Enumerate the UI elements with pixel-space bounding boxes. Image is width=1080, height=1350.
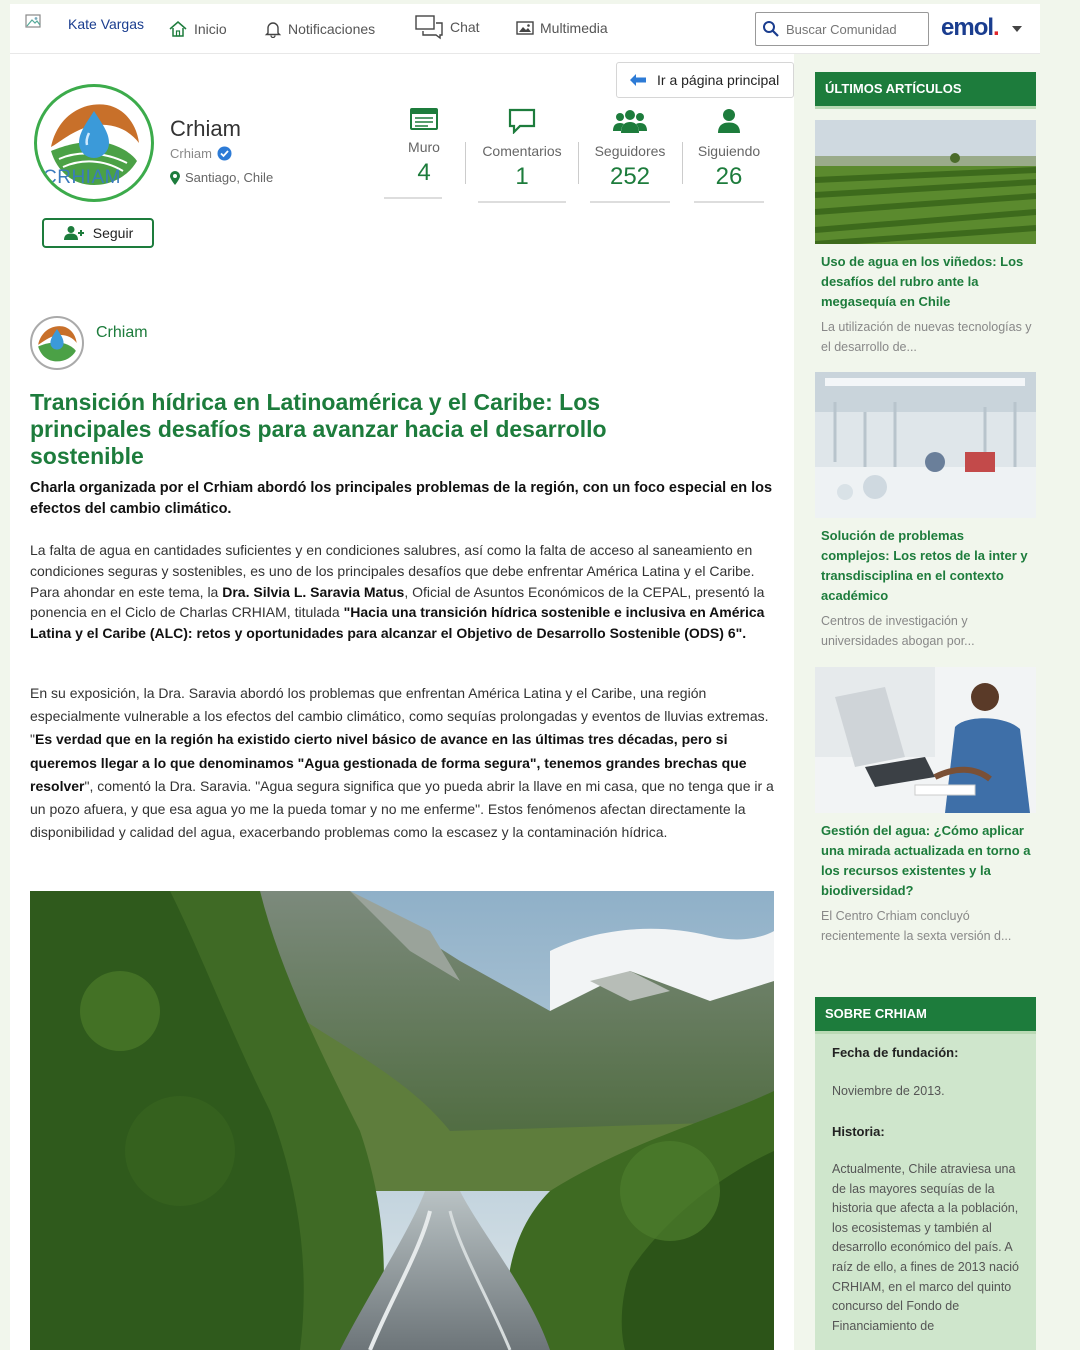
user-icon bbox=[717, 108, 741, 134]
article-author[interactable]: Crhiam bbox=[96, 324, 148, 341]
sidebar-article-2-image[interactable] bbox=[815, 372, 1036, 518]
article-river-image bbox=[30, 891, 774, 1350]
nav-chat-label: Chat bbox=[450, 19, 480, 35]
chat-icon bbox=[414, 14, 444, 40]
community-search[interactable] bbox=[755, 12, 929, 46]
stat-comments-value: 1 bbox=[515, 163, 529, 190]
profile-name: Crhiam bbox=[170, 116, 241, 141]
paragraph-segment: Es verdad que en la región ha existido cierto nivel básico de avance en las últimas tres décadas, pero si queremos llegar a lo que denominamos "Agua gestionada de forma segura", tenemos grandes brechas que resolver bbox=[30, 731, 747, 794]
profile-location-text: Santiago, Chile bbox=[185, 170, 274, 185]
stat-followers-value: 252 bbox=[609, 163, 651, 190]
nav-multimedia[interactable] bbox=[516, 20, 608, 36]
stat-wall-label: Muro bbox=[408, 139, 440, 155]
article-lead: Charla organizada por el Crhiam abordó los principales problemas de la región, con un foco especial en los efectos del cambio climático. bbox=[30, 480, 773, 517]
stat-wall[interactable] bbox=[396, 108, 452, 187]
arrow-left-icon bbox=[629, 73, 647, 87]
sidebar-article-3-image[interactable] bbox=[815, 667, 1036, 813]
follow-button[interactable] bbox=[42, 218, 154, 248]
image-icon bbox=[516, 20, 534, 36]
sidebar-article-2-excerpt: Centros de investigación y universidades abogan por... bbox=[821, 614, 975, 648]
article-paragraph-1 bbox=[30, 540, 782, 644]
sidebar-article-3-title[interactable]: Gestión del agua: ¿Cómo aplicar una mirada actualizada en torno a los recursos existentes y la biodiversidad? bbox=[821, 823, 1031, 898]
profile-handle bbox=[170, 146, 232, 161]
paragraph-segment: La falta de agua en cantidades suficientes y en condiciones salubres, así como la falta de acceso al saneamiento en condiciones seguras y sostenibles, es uno de los principales desafíos que debe enfrentar América Latina y el Caribe. Para ahondar en este tema, la bbox=[30, 542, 755, 600]
nav-chat[interactable] bbox=[414, 14, 480, 40]
back-to-home-button[interactable] bbox=[616, 62, 794, 98]
stat-comments-label: Comentarios bbox=[482, 143, 562, 159]
profile-handle-text: Crhiam bbox=[170, 146, 212, 161]
user-avatar-icon[interactable] bbox=[24, 12, 44, 32]
profile-logo bbox=[34, 84, 154, 202]
comment-icon bbox=[508, 108, 536, 134]
home-icon bbox=[168, 20, 188, 38]
sidebar-article-3-excerpt: El Centro Crhiam concluyó recientemente la sexta versión d... bbox=[821, 909, 1012, 943]
stat-comments[interactable] bbox=[478, 108, 566, 191]
history-label: Historia: bbox=[832, 1124, 885, 1139]
founding-date-label: Fecha de fundación: bbox=[832, 1045, 959, 1060]
wall-icon bbox=[410, 108, 438, 130]
profile-logo-text: CRHIAM bbox=[43, 167, 121, 188]
history-text: Actualmente, Chile atraviesa una de las mayores sequías de la historia que afecta a la población, los ecosistemas y también al desarrollo económico del país. A raíz de ello, a fines de 2013 nació CRHIAM, en el marco del quinto concurso del Fondo de Financiamiento de bbox=[832, 1162, 1019, 1333]
chevron-down-icon[interactable] bbox=[1012, 26, 1022, 32]
author-avatar[interactable] bbox=[30, 316, 84, 370]
emol-logo[interactable] bbox=[941, 14, 999, 42]
paragraph-segment: , Oficial de Asuntos Económicos de la CEPAL, presentó la ponencia en el Ciclo de Charlas CRHIAM, titulada bbox=[30, 583, 765, 621]
paragraph-segment: ", comentó la Dra. Saravia. "Agua segura significa que yo pueda abrir la llave en mi casa, que no tenga que ir a un pozo afuera, y que esa agua yo me la pueda tomar y no me enferme". Estos fenómenos afectan directamente la disponibilidad y calidad del agua, exacerbando problemas como la escasez y la contaminación hídrica. bbox=[30, 777, 774, 841]
nav-notifications-label: Notificaciones bbox=[288, 21, 376, 37]
bell-icon bbox=[264, 20, 282, 38]
stat-followers-label: Seguidores bbox=[594, 143, 666, 159]
search-icon bbox=[762, 20, 780, 38]
top-navigation-bar bbox=[10, 4, 1040, 54]
nav-multimedia-label: Multimedia bbox=[540, 20, 608, 36]
follow-button-label: Seguir bbox=[92, 225, 134, 241]
stat-followers[interactable] bbox=[590, 108, 670, 191]
nav-notifications[interactable] bbox=[264, 20, 375, 38]
article-title: Transición hídrica en Latinoamérica y el Caribe: Los principales desafíos para avanzar hacia el desarrollo sostenible bbox=[30, 389, 607, 469]
back-to-home-label: Ir a página principal bbox=[657, 72, 780, 88]
sidebar bbox=[804, 54, 1050, 1350]
paragraph-segment: En su exposición, la Dra. Saravia abordó los problemas que enfrentan América Latina y el Caribe, una región especialmente vulnerable a los efectos del cambio climático, como sequías prolongadas y eventos de lluvias extremas. " bbox=[30, 685, 769, 748]
paragraph-segment: Dra. Silvia L. Saravia Matus bbox=[222, 583, 405, 600]
stat-wall-value: 4 bbox=[417, 159, 431, 186]
followers-icon bbox=[613, 108, 647, 134]
community-search-input[interactable] bbox=[786, 22, 926, 37]
stat-following-label: Siguiendo bbox=[697, 143, 761, 159]
sidebar-article-1-excerpt: La utilización de nuevas tecnologías y el desarrollo de... bbox=[821, 320, 1032, 354]
sidebar-article-1-title[interactable]: Uso de agua en los viñedos: Los desafíos del rubro ante la megasequía en Chile bbox=[821, 254, 1024, 309]
sidebar-article-2-title[interactable]: Solución de problemas complejos: Los retos de la inter y transdisciplina en el contexto académico bbox=[821, 528, 1028, 603]
user-name-link[interactable]: Kate Vargas bbox=[68, 16, 145, 32]
nav-home[interactable] bbox=[168, 20, 227, 38]
paragraph-segment: "Hacia una transición hídrica sostenible e inclusiva en América Latina y el Caribe (ALC): retos y oportunidades para alcanzar el Objetivo de Desarrollo Sostenible (ODS) 6". bbox=[30, 604, 765, 642]
latest-articles-header: ÚLTIMOS ARTÍCULOS bbox=[815, 72, 1036, 106]
stat-following-value: 26 bbox=[715, 163, 743, 190]
main-content bbox=[10, 54, 794, 1350]
brand-text: emol bbox=[941, 14, 994, 41]
location-pin-icon bbox=[170, 171, 180, 185]
stat-following[interactable] bbox=[694, 108, 764, 191]
profile-location bbox=[170, 170, 273, 185]
about-header: SOBRE CRHIAM bbox=[815, 997, 1036, 1031]
founding-date-value: Noviembre de 2013. bbox=[832, 1084, 945, 1098]
add-user-icon bbox=[63, 225, 85, 241]
article-paragraph-2 bbox=[30, 682, 782, 844]
verified-badge-icon bbox=[217, 146, 232, 161]
nav-home-label: Inicio bbox=[194, 21, 227, 37]
sidebar-article-1-image[interactable] bbox=[815, 120, 1036, 244]
brand-dot: . bbox=[993, 14, 999, 41]
